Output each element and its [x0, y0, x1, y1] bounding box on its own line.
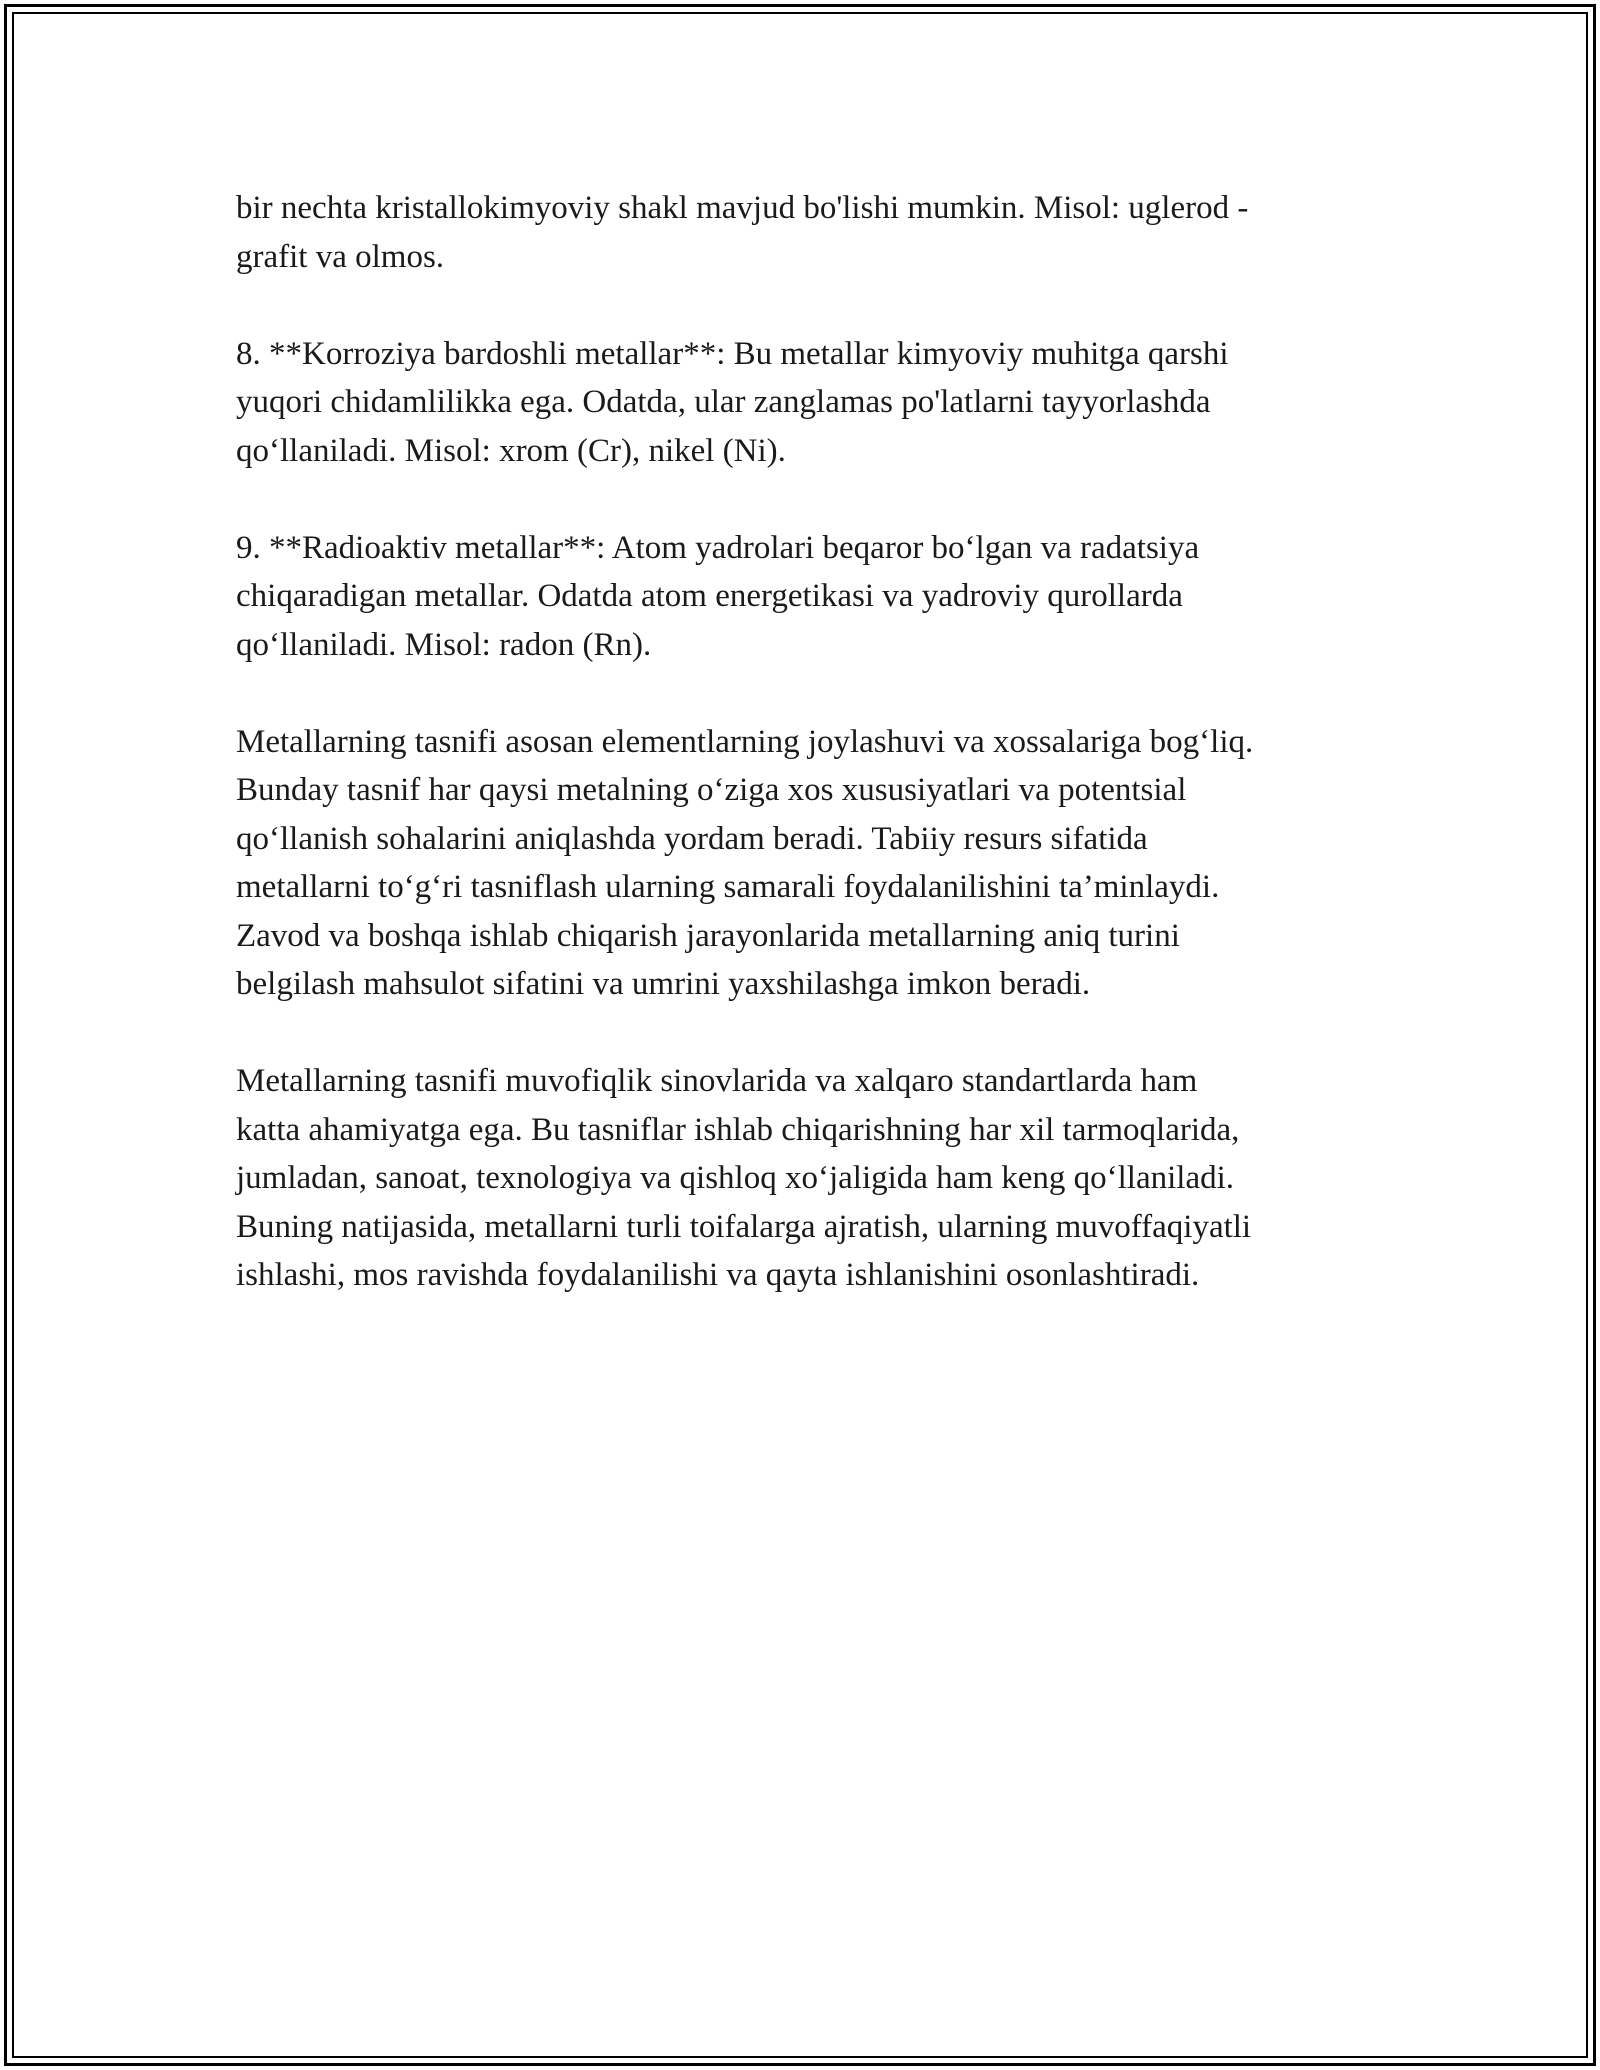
text-line: katta ahamiyatga ega. Bu tasniflar ishlab chiqarishning har xil tarmoqlarida, [236, 1111, 1240, 1148]
text-line: 8. **Korroziya bardoshli metallar**: Bu metallar kimyoviy muhitga qarshi [236, 335, 1229, 372]
paragraph-corrosion-resistant-metals [236, 330, 1386, 476]
text-line: Metallarning tasnifi muvofiqlik sinovlarida va xalqaro standartlarda ham [236, 1063, 1198, 1099]
text-line: grafit va olmos. [236, 238, 445, 275]
document-body [236, 184, 1386, 1348]
text-line: chiqaradigan metallar. Odatda atom energetikasi va yadroviy qurollarda [236, 578, 1183, 614]
text-line: ishlashi, mos ravishda foydalanilishi va qayta ishlanishini osonlashtiradi. [236, 1257, 1200, 1293]
text-line: metallarni to‘g‘ri tasniflash ularning samarali foydalanilishini ta’minlaydi. [236, 869, 1220, 905]
text-line: yuqori chidamlilikka ega. Odatda, ular zanglamas po'latlarni tayyorlashda [236, 384, 1211, 420]
paragraph-classification-importance [236, 718, 1386, 1009]
paragraph-radioactive-metals [236, 524, 1386, 670]
text-line: Buning natijasida, metallarni turli toifalarga ajratish, ularning muvoffaqiyatli [236, 1208, 1252, 1245]
text-line: 9. **Radioaktiv metallar**: Atom yadrolari beqaror bo‘lgan va radatsiya [236, 529, 1200, 566]
text-line: qo‘llaniladi. Misol: radon (Rn). [236, 626, 652, 663]
text-line: qo‘llaniladi. Misol: xrom (Cr), nikel (Ni). [236, 432, 786, 469]
text-line: Zavod va boshqa ishlab chiqarish jarayonlarida metallarning aniq turini [236, 917, 1180, 954]
text-line: jumladan, sanoat, texnologiya va qishloq xo‘jaligida ham keng qo‘llaniladi. [236, 1160, 1235, 1196]
text-line: Metallarning tasnifi asosan elementlarning joylashuvi va xossalariga bog‘liq. [236, 723, 1254, 760]
text-line: qo‘llanish sohalarini aniqlashda yordam beradi. Tabiiy resurs sifatida [236, 820, 1148, 857]
paragraph-standards [236, 1057, 1386, 1300]
text-line: belgilash mahsulot sifatini va umrini yaxshilashga imkon beradi. [236, 966, 1091, 1002]
paragraph-crystal-forms [236, 184, 1386, 281]
text-line: Bunday tasnif har qaysi metalning o‘ziga xos xususiyatlari va potentsial [236, 772, 1187, 808]
text-line: bir nechta kristallokimyoviy shakl mavjud bo'lishi mumkin. Misol: uglerod - [236, 190, 1249, 226]
